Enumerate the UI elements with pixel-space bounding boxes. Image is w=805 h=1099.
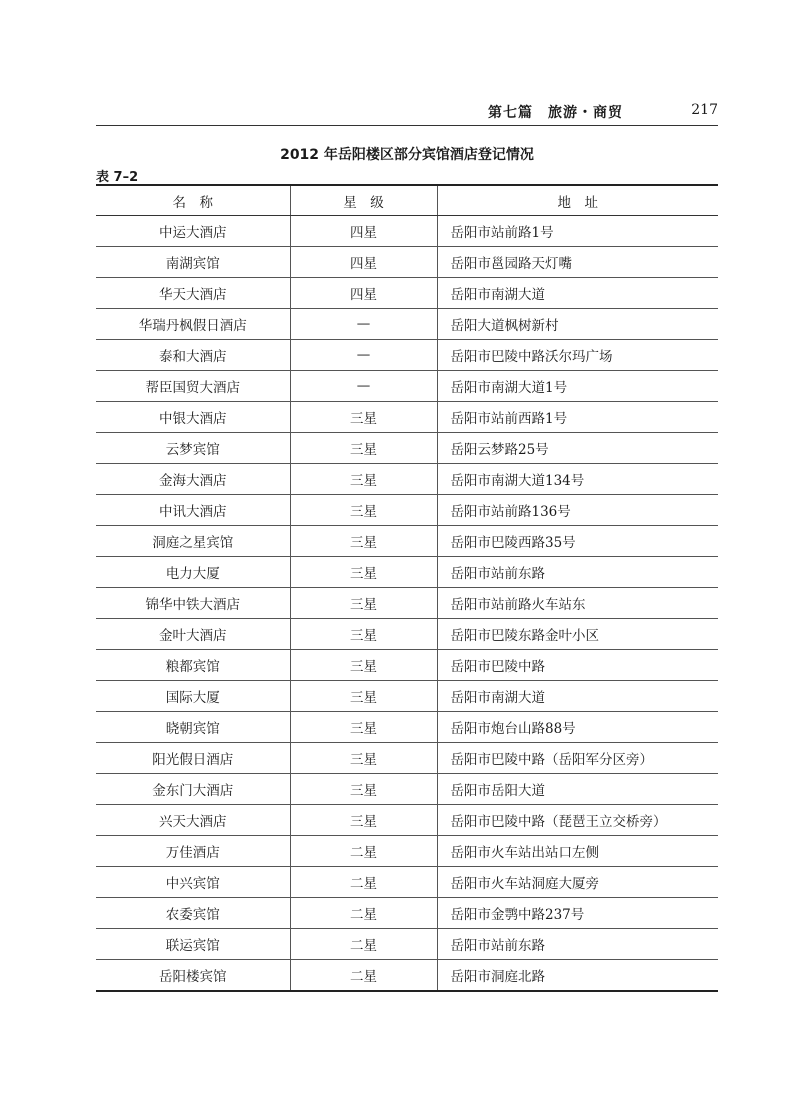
hotel-name-cell: 锦华中铁大酒店 [96, 588, 290, 619]
hotel-name-cell: 金叶大酒店 [96, 619, 290, 650]
address-cell: 岳阳市南湖大道134号 [437, 464, 718, 495]
page-header [96, 100, 718, 124]
hotel-name-cell: 中银大酒店 [96, 402, 290, 433]
table-row [96, 774, 718, 805]
table-title: 2012 年岳阳楼区部分宾馆酒店登记情况 [280, 147, 534, 163]
column-header-address: 地 址 [437, 185, 718, 216]
star-rating-cell: 二星 [290, 836, 437, 867]
table-row [96, 960, 718, 992]
table-body [96, 216, 718, 992]
address-cell: 岳阳市炮台山路88号 [437, 712, 718, 743]
address-cell: 岳阳市巴陵中路（岳阳军分区旁） [437, 743, 718, 774]
hotel-name-cell: 南湖宾馆 [96, 247, 290, 278]
hotel-name-cell: 金东门大酒店 [96, 774, 290, 805]
hotel-name-cell: 联运宾馆 [96, 929, 290, 960]
table-row [96, 867, 718, 898]
table-row [96, 929, 718, 960]
hotel-name-cell: 万佳酒店 [96, 836, 290, 867]
page-number: 217 [691, 102, 718, 118]
address-cell: 岳阳市火车站洞庭大厦旁 [437, 867, 718, 898]
address-cell: 岳阳市巴陵东路金叶小区 [437, 619, 718, 650]
address-cell: 岳阳市巴陵西路35号 [437, 526, 718, 557]
table-row [96, 464, 718, 495]
address-cell: 岳阳市金鹗中路237号 [437, 898, 718, 929]
header-rule [96, 125, 718, 126]
star-rating-cell: 二星 [290, 898, 437, 929]
address-cell: 岳阳市南湖大道1号 [437, 371, 718, 402]
star-rating-cell: 二星 [290, 929, 437, 960]
table-row [96, 743, 718, 774]
hotel-table [96, 184, 718, 992]
star-rating-cell: 三星 [290, 712, 437, 743]
hotel-name-cell: 帮臣国贸大酒店 [96, 371, 290, 402]
address-cell: 岳阳市站前路1号 [437, 216, 718, 247]
star-rating-cell: — [290, 371, 437, 402]
table-row [96, 309, 718, 340]
star-rating-cell: 三星 [290, 526, 437, 557]
star-rating-cell: 三星 [290, 464, 437, 495]
hotel-name-cell: 粮都宾馆 [96, 650, 290, 681]
star-rating-cell: 四星 [290, 216, 437, 247]
hotel-name-cell: 农委宾馆 [96, 898, 290, 929]
table-row [96, 526, 718, 557]
star-rating-cell: 三星 [290, 774, 437, 805]
chapter-title: 第七篇 旅游・商贸 [488, 105, 623, 121]
address-cell: 岳阳市巴陵中路 [437, 650, 718, 681]
column-header-name: 名 称 [96, 185, 290, 216]
table-row [96, 712, 718, 743]
column-header-rating: 星 级 [290, 185, 437, 216]
star-rating-cell: 二星 [290, 960, 437, 992]
star-rating-cell: 三星 [290, 619, 437, 650]
table-row [96, 588, 718, 619]
table-row [96, 340, 718, 371]
table-row [96, 495, 718, 526]
table-row [96, 681, 718, 712]
address-cell: 岳阳市南湖大道 [437, 681, 718, 712]
table-row [96, 402, 718, 433]
hotel-name-cell: 晓朝宾馆 [96, 712, 290, 743]
address-cell: 岳阳市火车站出站口左侧 [437, 836, 718, 867]
star-rating-cell: 二星 [290, 867, 437, 898]
table-row [96, 619, 718, 650]
address-cell: 岳阳市邕园路天灯嘴 [437, 247, 718, 278]
hotel-name-cell: 金海大酒店 [96, 464, 290, 495]
address-cell: 岳阳市站前西路1号 [437, 402, 718, 433]
hotel-name-cell: 阳光假日酒店 [96, 743, 290, 774]
star-rating-cell: 四星 [290, 247, 437, 278]
hotel-name-cell: 中讯大酒店 [96, 495, 290, 526]
table-row [96, 557, 718, 588]
star-rating-cell: 三星 [290, 650, 437, 681]
address-cell: 岳阳市站前路火车站东 [437, 588, 718, 619]
table-row [96, 371, 718, 402]
table-row [96, 805, 718, 836]
table-label: 表 7–2 [96, 170, 139, 185]
star-rating-cell: 四星 [290, 278, 437, 309]
table-row [96, 278, 718, 309]
table-row [96, 247, 718, 278]
hotel-name-cell: 中运大酒店 [96, 216, 290, 247]
address-cell: 岳阳市巴陵中路（琵琶王立交桥旁） [437, 805, 718, 836]
hotel-name-cell: 洞庭之星宾馆 [96, 526, 290, 557]
star-rating-cell: — [290, 340, 437, 371]
hotel-name-cell: 岳阳楼宾馆 [96, 960, 290, 992]
table-row [96, 216, 718, 247]
star-rating-cell: — [290, 309, 437, 340]
star-rating-cell: 三星 [290, 743, 437, 774]
star-rating-cell: 三星 [290, 495, 437, 526]
hotel-name-cell: 电力大厦 [96, 557, 290, 588]
star-rating-cell: 三星 [290, 805, 437, 836]
address-cell: 岳阳市巴陵中路沃尔玛广场 [437, 340, 718, 371]
table-row [96, 650, 718, 681]
address-cell: 岳阳市岳阳大道 [437, 774, 718, 805]
star-rating-cell: 三星 [290, 557, 437, 588]
star-rating-cell: 三星 [290, 402, 437, 433]
hotel-name-cell: 华瑞丹枫假日酒店 [96, 309, 290, 340]
table-row [96, 898, 718, 929]
hotel-name-cell: 国际大厦 [96, 681, 290, 712]
address-cell: 岳阳市洞庭北路 [437, 960, 718, 992]
address-cell: 岳阳市站前东路 [437, 929, 718, 960]
table-header-row [96, 185, 718, 216]
address-cell: 岳阳市站前路136号 [437, 495, 718, 526]
hotel-name-cell: 泰和大酒店 [96, 340, 290, 371]
hotel-name-cell: 中兴宾馆 [96, 867, 290, 898]
star-rating-cell: 三星 [290, 433, 437, 464]
table-row [96, 836, 718, 867]
table-row [96, 433, 718, 464]
hotel-name-cell: 华天大酒店 [96, 278, 290, 309]
star-rating-cell: 三星 [290, 681, 437, 712]
hotel-name-cell: 云梦宾馆 [96, 433, 290, 464]
address-cell: 岳阳市站前东路 [437, 557, 718, 588]
address-cell: 岳阳云梦路25号 [437, 433, 718, 464]
star-rating-cell: 三星 [290, 588, 437, 619]
address-cell: 岳阳大道枫树新村 [437, 309, 718, 340]
address-cell: 岳阳市南湖大道 [437, 278, 718, 309]
hotel-name-cell: 兴天大酒店 [96, 805, 290, 836]
